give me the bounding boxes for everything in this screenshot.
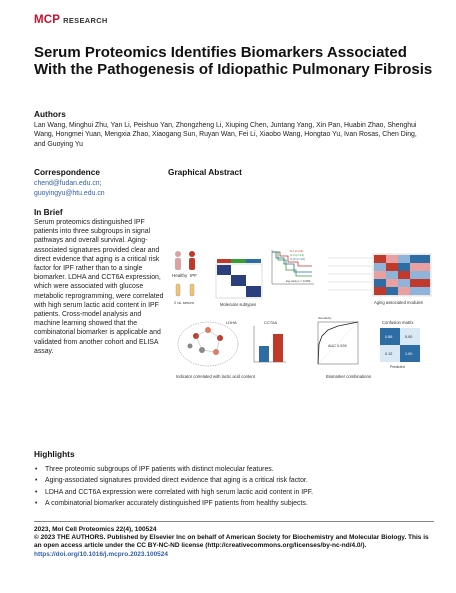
cm-value-4: 1.00 [405, 352, 413, 356]
ipf-label: IPF [190, 273, 198, 278]
cm-value-3: 0.12 [385, 352, 393, 356]
correspondence-emails [34, 179, 105, 198]
graphical-abstract-figure [168, 244, 438, 404]
journal-section: RESEARCH [63, 16, 108, 25]
in-brief-heading: In Brief [34, 207, 63, 217]
highlight-item: • LDHA and CCT6A expression were correlated with high serum lactic acid content in IPF. [34, 487, 434, 498]
authors-list: Lan Wang, Minghui Zhu, Yan Li, Peishuo Yan, Zhongzheng Li, Xiuping Chen, Juntang Yang, Xin Pan, Huabin Zhao, Shenghui Wang, Hongmei Yuan, Mengxia Zhao, Xiaogang Sun, Ruyan Wan, Fei Li, Xiaobo Wang, Hongtao Yu, Ivan Rosas, Chen Ding, and Guoying Yu [34, 122, 417, 148]
roc-curve-plot [318, 322, 358, 364]
email-link-1[interactable]: chend@fudan.edu.cn; [34, 180, 102, 187]
highlights-heading: Highlights [34, 449, 75, 459]
highlight-item: • Three proteomic subgroups of IPF patients with distinct molecular features. [34, 464, 434, 475]
roc-axis-label: Sensitivity [318, 316, 332, 320]
healthy-figure-icon [175, 251, 181, 270]
authors-heading: Authors [34, 109, 66, 119]
in-brief-text: Serum proteomics distinguished IPF patients into three subgroups in signal pathways and overall survival. Aging-associated signatures provided clear and direct evidence that aging is a critical risk factor for IPF rather than to a single biomarker. LDHA and CCT6A expression, which were associated with glucose metabolic reprogramming, were correlated with high serum lactic acid content in IPF patients. Cross-model analysis and machine learning showed that the combinatorial biomarker is applicable and validated from another cohort and ELISA assay. [34, 219, 164, 355]
subtype-1-legend: S-I (n=14) [290, 249, 304, 253]
confusion-matrix [380, 328, 420, 362]
cct6a-label: CCT6A [264, 320, 278, 325]
doi-link[interactable]: https://doi.org/10.1016/j.mcpro.2023.100524 [34, 550, 169, 558]
subtype-3-legend: S-III (n=16) [290, 257, 306, 261]
footer [34, 526, 438, 559]
cct6a-bar-chart [254, 326, 286, 362]
biomarker-caption: Biomarker combinations [326, 374, 371, 379]
confusion-matrix-label: Confusion matrix [382, 320, 414, 325]
molecular-subtypes-label: Molecular subtypes [220, 302, 257, 307]
graphical-abstract-heading: Graphical Abstract [168, 167, 242, 177]
citation: 2023, Mol Cell Proteomics 22(4), 100524 [34, 526, 157, 533]
logrank-label: log-rank p = 0.039 [286, 279, 311, 283]
journal-header [34, 14, 108, 26]
ipf-figure-icon [189, 251, 195, 270]
journal-logo: MCP [34, 14, 61, 26]
healthy-label: Healthy [172, 273, 188, 278]
footer-divider [34, 521, 434, 522]
highlights-list [34, 464, 434, 509]
highlight-item: • A combinatorial biomarker accurately distinguished IPF patients from healthy subjects. [34, 498, 434, 509]
aging-module-label: Aging associated modules [374, 300, 423, 305]
serum-label: 2 uL serum [174, 300, 194, 305]
cm-value-2: 0.00 [405, 335, 413, 339]
article-title: Serum Proteomics Identifies Biomarkers Associated With the Pathogenesis of Idiopathic Pulmonary Fibrosis [34, 44, 433, 78]
email-link-2[interactable]: guoyingyu@htu.edu.cn [34, 189, 105, 197]
lactic-caption: Indicator correlated with lactic acid content [176, 374, 255, 379]
pathway-network-diagram [178, 322, 238, 366]
correspondence-heading: Correspondence [34, 167, 100, 177]
ldha-label: LDHA [226, 320, 237, 325]
copyright: © 2023 THE AUTHORS. Published by Elsevier Inc on behalf of American Society for Biochemistry and Molecular Biology. This is an open access article under the CC BY-NC-ND license (http://creativecommons.org/licenses/by-nc-nd/4.0/). [34, 534, 429, 550]
auc-label: AUC 0.926 [328, 344, 347, 348]
highlight-item: • Aging-associated signatures provided direct evidence that aging is a critical risk factor. [34, 475, 434, 486]
subtype-2-legend: S-II (n=14) [290, 253, 305, 257]
predicted-label: Predicted [390, 365, 405, 369]
subtype-heatmap [216, 259, 262, 298]
serum-tubes-icon [176, 284, 194, 296]
cm-value-1: 0.88 [385, 335, 393, 339]
aging-heatmap [328, 254, 431, 296]
